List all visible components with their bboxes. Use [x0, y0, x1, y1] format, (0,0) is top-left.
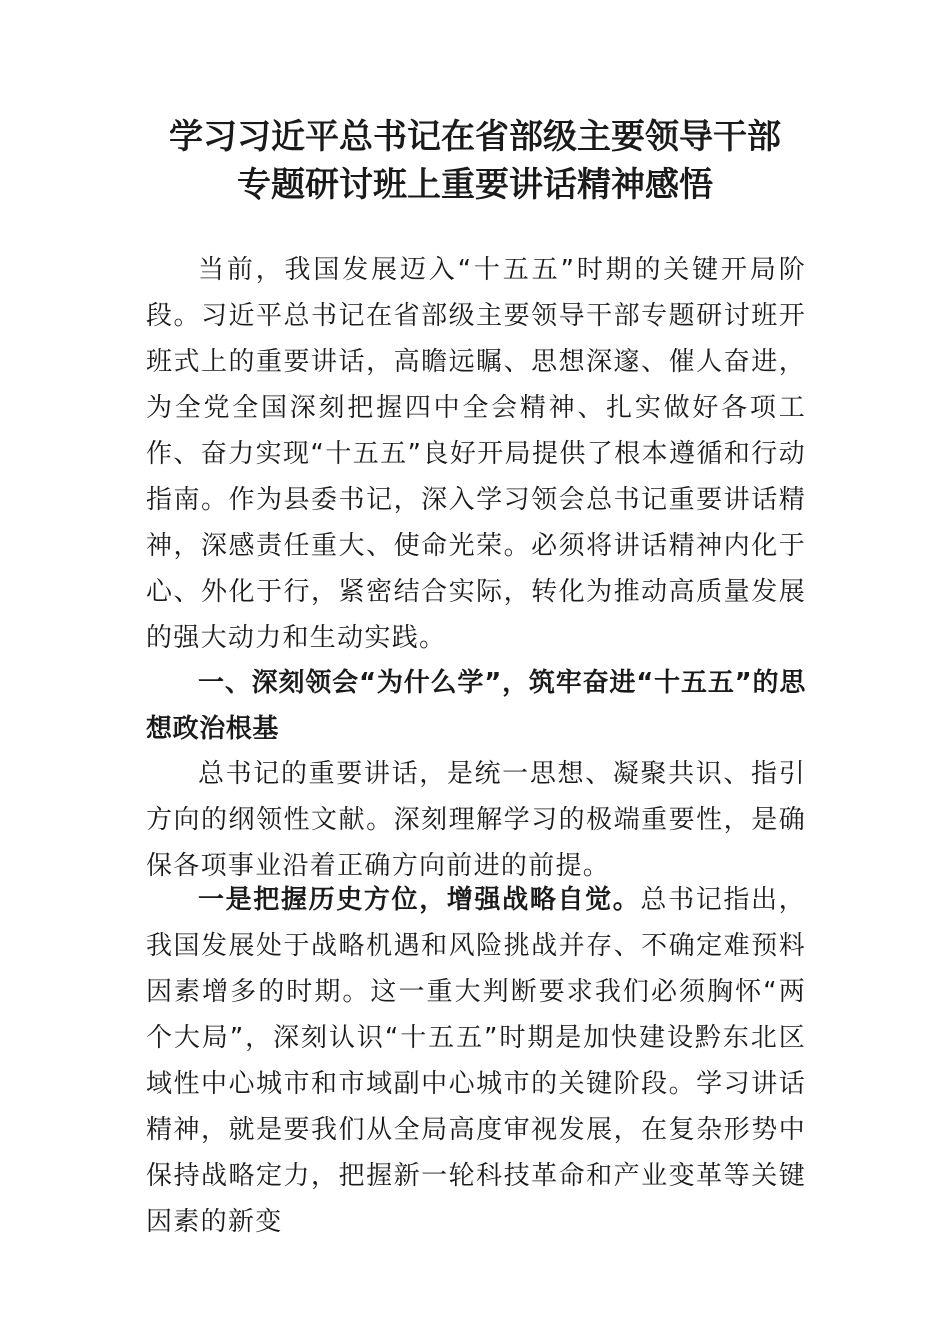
point-1-lead: 一是把握历史方位，增强战略自觉。 [198, 885, 641, 915]
point-1-body: 总书记指出，我国发展处于战略机遇和风险挑战并存、不确定难预料因素增多的时期。这一重大判断要求我们必须胸怀“两个大局”，深刻认识“十五五”时期是加快建设黔东北区域性中心城市和市域副中心城市的关键阶段。学习讲话精神，就是要我们从全局高度审视发展，在复杂形势中保持战略定力，把握新一轮科技革命和产业变革等关键因素的新变 [146, 885, 806, 1237]
intro-paragraph: 当前，我国发展迈入“十五五”时期的关键开局阶段。习近平总书记在省部级主要领导干部专题研讨班开班式上的重要讲话，高瞻远瞩、思想深邃、催人奋进，为全党全国深刻把握四中全会精神、扎实做好各项工作、奋力实现“十五五”良好开局提供了根本遵循和行动指南。作为县委书记，深入学习领会总书记重要讲话精神，深感责任重大、使命光荣。必须将讲话精神内化于心、外化于行，紧密结合实际，转化为推动高质量发展的强大动力和生动实践。 [146, 255, 806, 653]
document-title-line-2: 专题研讨班上重要讲话精神感悟 [237, 165, 713, 205]
point-1-paragraph [146, 877, 806, 1245]
section-1-paragraph: 总书记的重要讲话，是统一思想、凝聚共识、指引方向的纲领性文献。深刻理解学习的极端重要性，是确保各项事业沿着正确方向前进的前提。 [146, 759, 806, 881]
section-heading-1: 一、深刻领会“为什么学”，筑牢奋进“十五五”的思想政治根基 [146, 668, 806, 744]
document-title-line-1: 学习习近平总书记在省部级主要领导干部 [169, 117, 781, 157]
